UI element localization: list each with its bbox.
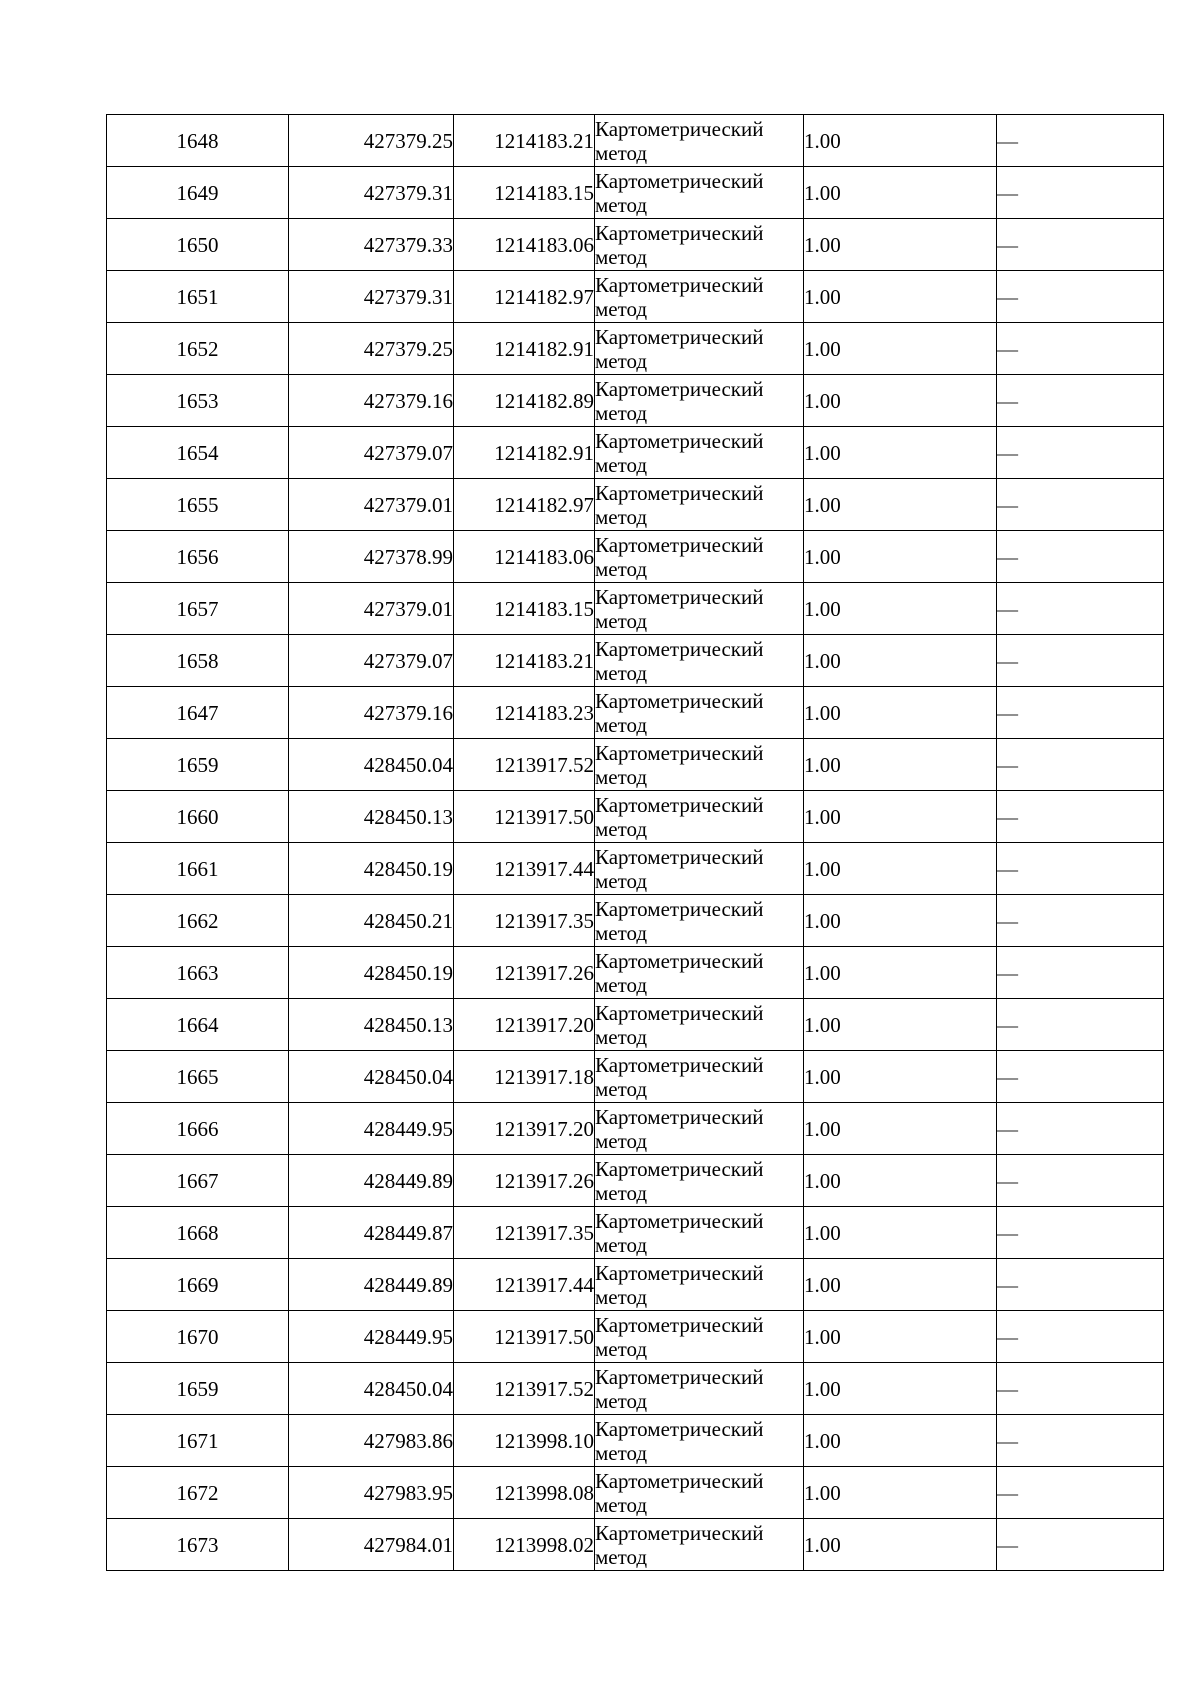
- point-number-cell: 1647: [107, 687, 289, 739]
- point-number-cell: 1667: [107, 1155, 289, 1207]
- x-coordinate-cell: 427379.01: [289, 583, 454, 635]
- description-cell: —: [997, 843, 1164, 895]
- y-coordinate-cell: 1213917.26: [454, 947, 595, 999]
- x-coordinate-cell: 427379.31: [289, 167, 454, 219]
- method-text: Картометрический: [595, 1468, 764, 1493]
- x-coordinate-cell: 427379.07: [289, 635, 454, 687]
- x-coordinate-cell: 427379.31: [289, 271, 454, 323]
- method-text: Картометрический: [595, 324, 764, 349]
- description-cell: —: [997, 115, 1164, 167]
- table-row: [107, 1311, 1164, 1363]
- method-cell: [595, 947, 804, 999]
- point-number-cell: 1648: [107, 115, 289, 167]
- description-cell: —: [997, 375, 1164, 427]
- table-row: [107, 531, 1164, 583]
- x-coordinate-cell: 427983.95: [289, 1467, 454, 1519]
- point-number-cell: 1659: [107, 1363, 289, 1415]
- method-text: метод: [595, 452, 648, 477]
- method-cell: [595, 1155, 804, 1207]
- x-coordinate-cell: 428449.89: [289, 1155, 454, 1207]
- y-coordinate-cell: 1213917.50: [454, 791, 595, 843]
- point-number-cell: 1656: [107, 531, 289, 583]
- x-coordinate-cell: 428449.95: [289, 1103, 454, 1155]
- method-text: Картометрический: [595, 688, 764, 713]
- method-cell: [595, 1311, 804, 1363]
- x-coordinate-cell: 427378.99: [289, 531, 454, 583]
- method-text: Картометрический: [595, 792, 764, 817]
- accuracy-cell: 1.00: [804, 271, 997, 323]
- accuracy-cell: 1.00: [804, 687, 997, 739]
- accuracy-cell: 1.00: [804, 531, 997, 583]
- method-text: Картометрический: [595, 376, 764, 401]
- accuracy-cell: 1.00: [804, 895, 997, 947]
- table-row: [107, 427, 1164, 479]
- method-cell: [595, 843, 804, 895]
- description-cell: —: [997, 1415, 1164, 1467]
- table-row: [107, 1415, 1164, 1467]
- method-text: метод: [595, 1076, 648, 1101]
- y-coordinate-cell: 1214183.23: [454, 687, 595, 739]
- method-text: Картометрический: [595, 1104, 764, 1129]
- y-coordinate-cell: 1213917.52: [454, 739, 595, 791]
- y-coordinate-cell: 1213917.20: [454, 1103, 595, 1155]
- x-coordinate-cell: 427983.86: [289, 1415, 454, 1467]
- accuracy-cell: 1.00: [804, 479, 997, 531]
- table-row: [107, 1103, 1164, 1155]
- point-number-cell: 1668: [107, 1207, 289, 1259]
- method-text: метод: [595, 972, 648, 997]
- point-number-cell: 1658: [107, 635, 289, 687]
- table-row: [107, 1207, 1164, 1259]
- accuracy-cell: 1.00: [804, 375, 997, 427]
- method-cell: [595, 271, 804, 323]
- method-cell: [595, 1051, 804, 1103]
- description-cell: —: [997, 1467, 1164, 1519]
- description-cell: —: [997, 427, 1164, 479]
- table-row: [107, 167, 1164, 219]
- y-coordinate-cell: 1213917.44: [454, 843, 595, 895]
- point-number-cell: 1655: [107, 479, 289, 531]
- y-coordinate-cell: 1213917.35: [454, 895, 595, 947]
- method-text: Картометрический: [595, 480, 764, 505]
- x-coordinate-cell: 428449.89: [289, 1259, 454, 1311]
- point-number-cell: 1653: [107, 375, 289, 427]
- accuracy-cell: 1.00: [804, 583, 997, 635]
- point-number-cell: 1671: [107, 1415, 289, 1467]
- method-text: метод: [595, 920, 648, 945]
- method-cell: [595, 427, 804, 479]
- method-text: Картометрический: [595, 1000, 764, 1025]
- accuracy-cell: 1.00: [804, 427, 997, 479]
- method-text: метод: [595, 1284, 648, 1309]
- description-cell: —: [997, 167, 1164, 219]
- point-number-cell: 1649: [107, 167, 289, 219]
- x-coordinate-cell: 428450.04: [289, 1363, 454, 1415]
- x-coordinate-cell: 427379.25: [289, 323, 454, 375]
- method-text: метод: [595, 244, 648, 269]
- method-text: метод: [595, 1388, 648, 1413]
- method-text: метод: [595, 1024, 648, 1049]
- method-text: Картометрический: [595, 1416, 764, 1441]
- method-text: метод: [595, 1440, 648, 1465]
- description-cell: —: [997, 947, 1164, 999]
- accuracy-cell: 1.00: [804, 1363, 997, 1415]
- description-cell: —: [997, 323, 1164, 375]
- description-cell: —: [997, 895, 1164, 947]
- y-coordinate-cell: 1214182.89: [454, 375, 595, 427]
- method-text: Картометрический: [595, 1520, 764, 1545]
- method-text: Картометрический: [595, 1312, 764, 1337]
- accuracy-cell: 1.00: [804, 635, 997, 687]
- x-coordinate-cell: 428450.19: [289, 843, 454, 895]
- table-row: [107, 635, 1164, 687]
- y-coordinate-cell: 1214183.21: [454, 635, 595, 687]
- accuracy-cell: 1.00: [804, 1467, 997, 1519]
- table-row: [107, 999, 1164, 1051]
- y-coordinate-cell: 1214182.97: [454, 479, 595, 531]
- y-coordinate-cell: 1213917.26: [454, 1155, 595, 1207]
- method-text: метод: [595, 348, 648, 373]
- method-cell: [595, 687, 804, 739]
- method-text: Картометрический: [595, 272, 764, 297]
- method-text: метод: [595, 608, 648, 633]
- table-row: [107, 1363, 1164, 1415]
- method-text: метод: [595, 712, 648, 737]
- table-row: [107, 791, 1164, 843]
- method-text: метод: [595, 556, 648, 581]
- method-text: метод: [595, 504, 648, 529]
- table-row: [107, 1051, 1164, 1103]
- y-coordinate-cell: 1214183.06: [454, 531, 595, 583]
- accuracy-cell: 1.00: [804, 1311, 997, 1363]
- method-cell: [595, 1363, 804, 1415]
- description-cell: —: [997, 1519, 1164, 1571]
- method-cell: [595, 1467, 804, 1519]
- description-cell: —: [997, 479, 1164, 531]
- description-cell: —: [997, 635, 1164, 687]
- method-cell: [595, 1207, 804, 1259]
- x-coordinate-cell: 428450.21: [289, 895, 454, 947]
- method-cell: [595, 479, 804, 531]
- description-cell: —: [997, 687, 1164, 739]
- method-text: метод: [595, 140, 648, 165]
- y-coordinate-cell: 1214183.15: [454, 167, 595, 219]
- table-row: [107, 1155, 1164, 1207]
- accuracy-cell: 1.00: [804, 739, 997, 791]
- point-number-cell: 1662: [107, 895, 289, 947]
- description-cell: —: [997, 1103, 1164, 1155]
- point-number-cell: 1659: [107, 739, 289, 791]
- table-row: [107, 583, 1164, 635]
- method-text: Картометрический: [595, 1260, 764, 1285]
- method-text: метод: [595, 868, 648, 893]
- table-row: [107, 1259, 1164, 1311]
- point-number-cell: 1673: [107, 1519, 289, 1571]
- x-coordinate-cell: 427379.01: [289, 479, 454, 531]
- description-cell: —: [997, 219, 1164, 271]
- method-text: Картометрический: [595, 844, 764, 869]
- method-text: метод: [595, 816, 648, 841]
- table-row: [107, 219, 1164, 271]
- method-cell: [595, 635, 804, 687]
- x-coordinate-cell: 428450.04: [289, 739, 454, 791]
- description-cell: —: [997, 1311, 1164, 1363]
- point-number-cell: 1651: [107, 271, 289, 323]
- point-number-cell: 1665: [107, 1051, 289, 1103]
- description-cell: —: [997, 583, 1164, 635]
- method-cell: [595, 167, 804, 219]
- x-coordinate-cell: 428449.95: [289, 1311, 454, 1363]
- accuracy-cell: 1.00: [804, 843, 997, 895]
- method-cell: [595, 323, 804, 375]
- accuracy-cell: 1.00: [804, 1051, 997, 1103]
- table-row: [107, 375, 1164, 427]
- y-coordinate-cell: 1213917.18: [454, 1051, 595, 1103]
- table-row: [107, 843, 1164, 895]
- point-number-cell: 1657: [107, 583, 289, 635]
- method-text: Картометрический: [595, 948, 764, 973]
- y-coordinate-cell: 1214183.21: [454, 115, 595, 167]
- method-text: метод: [595, 1544, 648, 1569]
- method-text: Картометрический: [595, 1208, 764, 1233]
- accuracy-cell: 1.00: [804, 1415, 997, 1467]
- y-coordinate-cell: 1213998.02: [454, 1519, 595, 1571]
- method-text: Картометрический: [595, 896, 764, 921]
- point-number-cell: 1661: [107, 843, 289, 895]
- table-row: [107, 947, 1164, 999]
- method-text: Картометрический: [595, 428, 764, 453]
- y-coordinate-cell: 1214183.06: [454, 219, 595, 271]
- method-cell: [595, 1519, 804, 1571]
- y-coordinate-cell: 1214183.15: [454, 583, 595, 635]
- description-cell: —: [997, 1207, 1164, 1259]
- coordinates-table-body: [107, 115, 1164, 1571]
- method-cell: [595, 739, 804, 791]
- y-coordinate-cell: 1213998.08: [454, 1467, 595, 1519]
- x-coordinate-cell: 428450.13: [289, 999, 454, 1051]
- description-cell: —: [997, 791, 1164, 843]
- description-cell: —: [997, 999, 1164, 1051]
- point-number-cell: 1669: [107, 1259, 289, 1311]
- method-cell: [595, 583, 804, 635]
- y-coordinate-cell: 1213917.50: [454, 1311, 595, 1363]
- method-text: Картометрический: [595, 636, 764, 661]
- method-text: Картометрический: [595, 220, 764, 245]
- accuracy-cell: 1.00: [804, 115, 997, 167]
- accuracy-cell: 1.00: [804, 1155, 997, 1207]
- coordinates-table: [106, 114, 1164, 1571]
- table-row: [107, 1467, 1164, 1519]
- accuracy-cell: 1.00: [804, 219, 997, 271]
- x-coordinate-cell: 427379.25: [289, 115, 454, 167]
- table-row: [107, 739, 1164, 791]
- y-coordinate-cell: 1214182.91: [454, 427, 595, 479]
- point-number-cell: 1670: [107, 1311, 289, 1363]
- y-coordinate-cell: 1213917.44: [454, 1259, 595, 1311]
- method-text: метод: [595, 1492, 648, 1517]
- method-text: метод: [595, 660, 648, 685]
- method-cell: [595, 791, 804, 843]
- point-number-cell: 1654: [107, 427, 289, 479]
- x-coordinate-cell: 428449.87: [289, 1207, 454, 1259]
- point-number-cell: 1663: [107, 947, 289, 999]
- accuracy-cell: 1.00: [804, 1259, 997, 1311]
- method-cell: [595, 115, 804, 167]
- point-number-cell: 1660: [107, 791, 289, 843]
- method-cell: [595, 1259, 804, 1311]
- method-text: Картометрический: [595, 740, 764, 765]
- method-text: метод: [595, 400, 648, 425]
- accuracy-cell: 1.00: [804, 1103, 997, 1155]
- accuracy-cell: 1.00: [804, 1207, 997, 1259]
- point-number-cell: 1666: [107, 1103, 289, 1155]
- table-row: [107, 115, 1164, 167]
- method-text: метод: [595, 1336, 648, 1361]
- x-coordinate-cell: 428450.13: [289, 791, 454, 843]
- method-text: Картометрический: [595, 532, 764, 557]
- method-text: метод: [595, 192, 648, 217]
- description-cell: —: [997, 1155, 1164, 1207]
- table-row: [107, 271, 1164, 323]
- x-coordinate-cell: 427379.33: [289, 219, 454, 271]
- y-coordinate-cell: 1213917.52: [454, 1363, 595, 1415]
- method-text: метод: [595, 1180, 648, 1205]
- method-cell: [595, 895, 804, 947]
- x-coordinate-cell: 427379.16: [289, 375, 454, 427]
- x-coordinate-cell: 427379.16: [289, 687, 454, 739]
- description-cell: —: [997, 531, 1164, 583]
- method-cell: [595, 219, 804, 271]
- method-text: Картометрический: [595, 116, 764, 141]
- point-number-cell: 1664: [107, 999, 289, 1051]
- method-text: метод: [595, 296, 648, 321]
- x-coordinate-cell: 428450.04: [289, 1051, 454, 1103]
- description-cell: —: [997, 739, 1164, 791]
- method-text: Картометрический: [595, 1052, 764, 1077]
- accuracy-cell: 1.00: [804, 167, 997, 219]
- y-coordinate-cell: 1213917.35: [454, 1207, 595, 1259]
- point-number-cell: 1650: [107, 219, 289, 271]
- point-number-cell: 1672: [107, 1467, 289, 1519]
- table-row: [107, 323, 1164, 375]
- method-text: Картометрический: [595, 1364, 764, 1389]
- y-coordinate-cell: 1213917.20: [454, 999, 595, 1051]
- method-cell: [595, 531, 804, 583]
- description-cell: —: [997, 1363, 1164, 1415]
- x-coordinate-cell: 428450.19: [289, 947, 454, 999]
- accuracy-cell: 1.00: [804, 1519, 997, 1571]
- accuracy-cell: 1.00: [804, 791, 997, 843]
- method-text: Картометрический: [595, 168, 764, 193]
- method-text: метод: [595, 764, 648, 789]
- y-coordinate-cell: 1214182.91: [454, 323, 595, 375]
- method-cell: [595, 1415, 804, 1467]
- method-text: метод: [595, 1128, 648, 1153]
- method-cell: [595, 1103, 804, 1155]
- table-row: [107, 1519, 1164, 1571]
- x-coordinate-cell: 427984.01: [289, 1519, 454, 1571]
- table-row: [107, 687, 1164, 739]
- y-coordinate-cell: 1214182.97: [454, 271, 595, 323]
- table-row: [107, 479, 1164, 531]
- accuracy-cell: 1.00: [804, 947, 997, 999]
- table-row: [107, 895, 1164, 947]
- accuracy-cell: 1.00: [804, 999, 997, 1051]
- description-cell: —: [997, 1051, 1164, 1103]
- accuracy-cell: 1.00: [804, 323, 997, 375]
- description-cell: —: [997, 271, 1164, 323]
- method-text: Картометрический: [595, 584, 764, 609]
- point-number-cell: 1652: [107, 323, 289, 375]
- method-cell: [595, 999, 804, 1051]
- y-coordinate-cell: 1213998.10: [454, 1415, 595, 1467]
- method-text: метод: [595, 1232, 648, 1257]
- description-cell: —: [997, 1259, 1164, 1311]
- x-coordinate-cell: 427379.07: [289, 427, 454, 479]
- method-text: Картометрический: [595, 1156, 764, 1181]
- method-cell: [595, 375, 804, 427]
